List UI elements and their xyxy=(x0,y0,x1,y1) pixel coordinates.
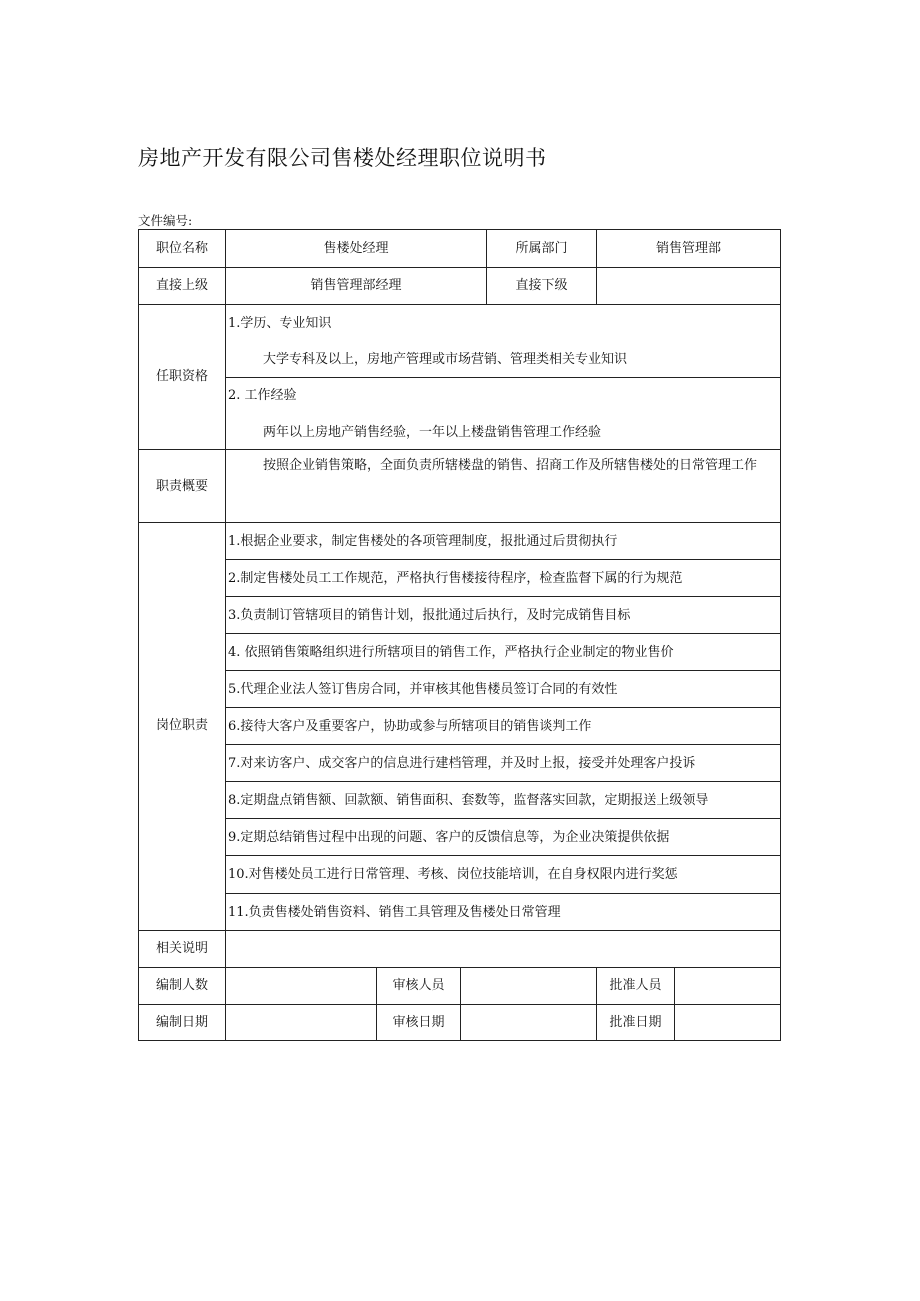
row-divider xyxy=(226,633,780,634)
summary-label: 职责概要 xyxy=(155,479,208,494)
row-divider xyxy=(226,818,780,819)
duty-item: 1.根据企业要求，制定售楼处的各项管理制度，报批通过后贯彻执行 xyxy=(228,534,618,549)
superior-label: 直接上级 xyxy=(155,278,208,293)
column-divider xyxy=(674,967,675,1040)
prepared-date-label: 编制日期 xyxy=(155,1015,208,1030)
duty-item: 4. 依照销售策略组织进行所辖项目的销售工作，严格执行企业制定的物业售价 xyxy=(228,645,674,660)
duty-item: 9.定期总结销售过程中出现的问题、客户的反馈信息等，为企业决策提供依据 xyxy=(228,830,670,845)
reviewed-date-label: 审核日期 xyxy=(392,1015,445,1030)
duty-item: 8.定期盘点销售额、回款额、销售面积、套数等，监督落实回款，定期报送上级领导 xyxy=(228,793,709,808)
row-divider xyxy=(226,707,780,708)
department-label: 所属部门 xyxy=(515,241,568,256)
qualification-education-text: 大学专科及以上，房地产管理或市场营销、管理类相关专业知识 xyxy=(263,352,628,367)
notes-label: 相关说明 xyxy=(155,941,208,956)
duty-item: 5.代理企业法人签订售房合同，并审核其他售楼员签订合同的有效性 xyxy=(228,682,618,697)
duty-item: 10.对售楼处员工进行日常管理、考核、岗位技能培训，在自身权限内进行奖惩 xyxy=(228,867,678,882)
row-divider xyxy=(139,304,780,305)
duties-label: 岗位职责 xyxy=(155,718,208,733)
approved-date-label: 批准日期 xyxy=(609,1015,662,1030)
qualification-label: 任职资格 xyxy=(155,369,208,384)
duty-item: 7.对来访客户、成交客户的信息进行建档管理，并及时上报，接受并处理客户投诉 xyxy=(228,756,696,771)
row-divider xyxy=(226,781,780,782)
column-divider xyxy=(225,230,226,1040)
row-divider xyxy=(226,855,780,856)
superior-value: 销售管理部经理 xyxy=(310,278,402,293)
row-divider xyxy=(226,670,780,671)
prepared-by-label: 编制人数 xyxy=(155,978,208,993)
file-number-label: 文件编号: xyxy=(138,213,193,228)
position-name-label: 职位名称 xyxy=(155,241,208,256)
row-divider xyxy=(226,559,780,560)
row-divider xyxy=(139,522,780,523)
reviewed-by-label: 审核人员 xyxy=(392,978,445,993)
row-divider xyxy=(226,596,780,597)
row-divider xyxy=(226,377,780,378)
row-divider xyxy=(226,744,780,745)
document-title: 房地产开发有限公司售楼处经理职位说明书 xyxy=(138,146,547,170)
column-divider xyxy=(460,967,461,1040)
summary-text: 按照企业销售策略，全面负责所辖楼盘的销售、招商工作及所辖售楼处的日常管理工作 xyxy=(263,458,758,473)
qualification-experience-title: 2. 工作经验 xyxy=(228,388,297,403)
position-name-value: 售楼处经理 xyxy=(323,241,389,256)
duty-item: 3.负责制订管辖项目的销售计划，报批通过后执行，及时完成销售目标 xyxy=(228,608,631,623)
duty-item: 2.制定售楼处员工工作规范，严格执行售楼接待程序，检查监督下属的行为规范 xyxy=(228,571,683,586)
department-value: 销售管理部 xyxy=(655,241,721,256)
qualification-experience-text: 两年以上房地产销售经验，一年以上楼盘销售管理工作经验 xyxy=(263,425,602,440)
approved-by-label: 批准人员 xyxy=(609,978,662,993)
row-divider xyxy=(139,267,780,268)
row-divider xyxy=(139,930,780,931)
row-divider xyxy=(139,449,780,450)
duty-item: 6.接待大客户及重要客户，协助或参与所辖项目的销售谈判工作 xyxy=(228,719,592,734)
subordinate-label: 直接下级 xyxy=(515,278,568,293)
qualification-education-title: 1.学历、专业知识 xyxy=(228,316,332,331)
duty-item: 11.负责售楼处销售资料、销售工具管理及售楼处日常管理 xyxy=(228,905,561,920)
row-divider xyxy=(226,893,780,894)
job-description-table xyxy=(138,229,781,1041)
